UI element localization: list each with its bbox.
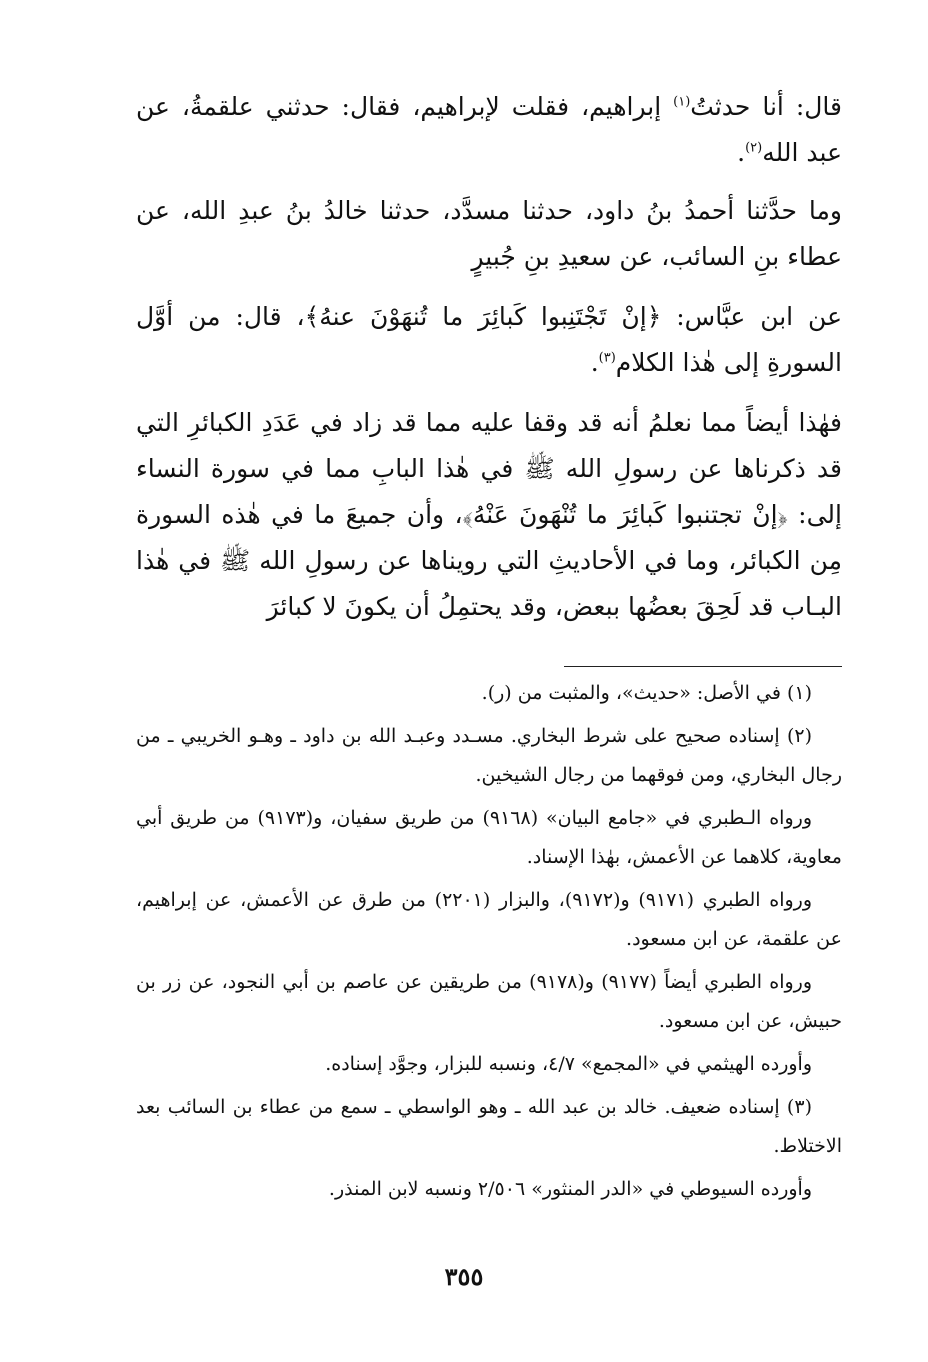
footnote-ref-1: (١) — [673, 94, 691, 110]
main-text — [136, 84, 842, 644]
paragraph-3-text-b: . — [590, 348, 599, 377]
footnote-2: (٢) إسناده صحيح على شرط البخاري. مسـدد وعبـد الله بن داود ـ وهـو الخريبي ـ من رجال البخاري، ومن فوقهما من رجال الشيخين. — [136, 725, 842, 786]
paragraph-1 — [136, 84, 842, 176]
footnote-2-continuation-1: ورواه الـطبري في «جامع البيان» (٩١٦٨) من طريق سفيان، و(٩١٧٣) من طريق أبي معاوية، كلاهما عن الأعمش، بهٰذا الإسناد. — [136, 807, 842, 868]
footnote-separator — [564, 666, 842, 667]
paragraph-1-text-c: . — [737, 138, 746, 167]
paragraph-3-text-a: عن ابن عبَّاس: ﴿إنْ تَجْتَنِبوا كَبائِرَ ما تُنهَوْنَ عنهُ﴾، قال: من أوَّل السورةِ إلى هٰذا الكلام — [136, 302, 842, 377]
paragraph-1-text-b: إبراهيم، فقلت لإبراهيم، فقال: حدثني علقمةُ، عن عبد الله — [136, 92, 842, 167]
footnote-3: (٣) إسناده ضعيف. خالد بن عبد الله ـ وهو الواسطي ـ سمع من عطاء بن السائب بعد الاختلاط. — [136, 1096, 842, 1157]
paragraph-4: فهٰذا أيضاً مما نعلمُ أنه قد وقفا عليه مما قد زاد في عَدَدِ الكبائرِ التي قد ذكرناها عن رسولِ الله ﷺ في هٰذا البابِ مما في سورة النساء إلى: ﴿إنْ تجتنبوا كَبائِرَ ما تُنْهَونَ عَنْهُ﴾، وأن جميعَ ما في هٰذه السورة مِن الكبائر، وما في الأحاديثِ التي رويناها عن رسولِ الله ﷺ في هٰذا البـاب قد لَحِقَ بعضُها ببعض، وقد يحتمِلُ أن يكونَ لا كبائرَ — [136, 408, 842, 621]
paragraph-2: وما حدَّثنا أحمدُ بنُ داود، حدثنا مسدَّد، حدثنا خالدُ بنُ عبدِ الله، عن عطاء بنِ السائب، عن سعيدِ بنِ جُبيرٍ — [136, 196, 842, 271]
footnote-ref-3: (٣) — [598, 350, 616, 366]
footnotes — [136, 674, 842, 1213]
page-number: ٣٥٥ — [444, 1262, 484, 1291]
paragraph-1-text-a: قال: أنا حدثتُ — [690, 92, 843, 121]
footnote-2-continuation-3: ورواه الطبري أيضاً (٩١٧٧) و(٩١٧٨) من طريقين عن عاصم بن أبي النجود، عن زر بن حبيش، عن ابن مسعود. — [136, 971, 842, 1032]
footnote-1: (١) في الأصل: «حديث»، والمثبت من (ر). — [481, 682, 812, 704]
footnote-ref-2: (٢) — [745, 140, 763, 156]
footnote-3-continuation: وأورده السيوطي في «الدر المنثور» ٢/٥٠٦ ونسبه لابن المنذر. — [328, 1178, 812, 1200]
footnote-2-continuation-2: ورواه الطبري (٩١٧١) و(٩١٧٢)، والبزار (٢٢٠١) من طرق عن الأعمش، عن إبراهيم، عن علقمة، عن ابن مسعود. — [136, 889, 842, 950]
paragraph-3 — [136, 294, 842, 386]
footnote-2-continuation-4: وأورده الهيثمي في «المجمع» ٤/٧، ونسبه للبزار، وجوَّد إسناده. — [325, 1053, 812, 1075]
